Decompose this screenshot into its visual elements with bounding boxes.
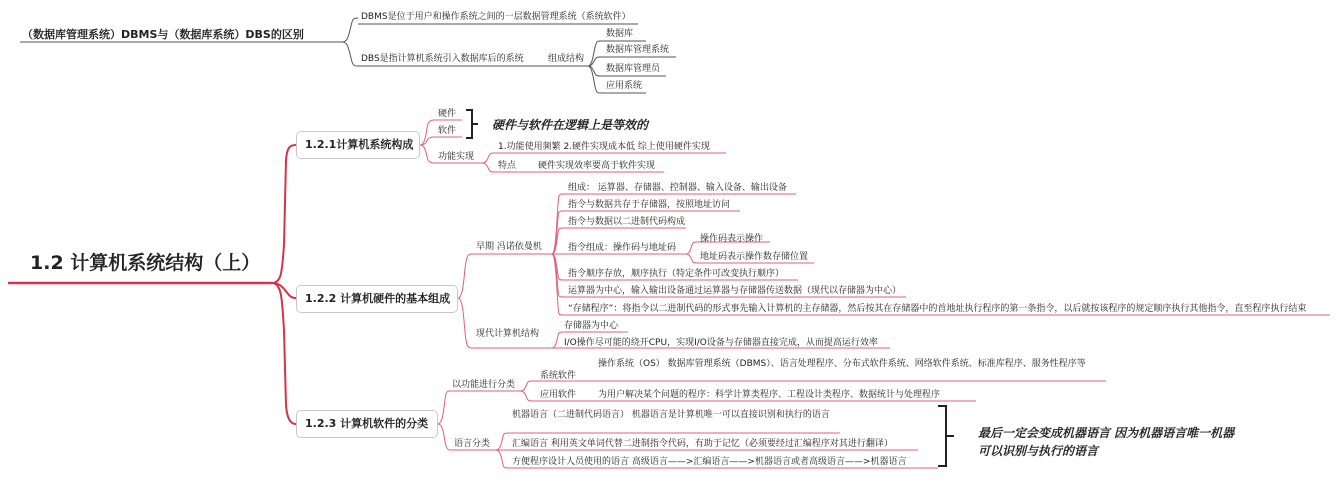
- feature-label: 特点: [498, 161, 517, 171]
- language-label: 语言分类: [454, 439, 491, 449]
- software-label: 软件: [438, 126, 457, 136]
- early-subitem: 操作码表示操作: [700, 234, 764, 244]
- equivalence-note: 硬件与软件在逻辑上是等效的: [492, 118, 649, 132]
- main-title: 1.2 计算机系统结构（上）: [30, 252, 261, 274]
- early-item: 指令与数据以二进制代码构成: [568, 217, 686, 227]
- bracket-hw-sw: [466, 110, 478, 138]
- early-item: 组成： 运算器、存储器、控制器、输入设备、输出设备: [568, 183, 787, 193]
- high-level-language: 方便程序设计人员使用的语言 高级语言——>汇编语言——>机器语言或者高级语言——>机器语言: [512, 457, 907, 467]
- system-software-detail: 操作系统（OS） 数据库管理系统（DBMS）、语言处理程序、分布式软件系统、网络软件系统、标准库程序、服务性程序等: [598, 359, 1086, 369]
- modern-item: 存储器为中心: [564, 321, 619, 331]
- system-software-label: 系统软件: [540, 371, 577, 381]
- application-software-detail: 为用户解决某个问题的程序：科学计算类程序、工程设计类程序、数据统计与处理程序: [598, 390, 941, 400]
- composition-item: 数据库管理员: [606, 64, 661, 74]
- composition-label: 组成结构: [548, 54, 585, 64]
- early-subitem: 地址码表示操作数存储位置: [700, 252, 809, 262]
- early-item: 指令与数据共存于存储器，按照地址访问: [568, 200, 731, 210]
- composition-item: 应用系统: [606, 81, 643, 91]
- early-item: 运算器为中心，输入输出设备通过运算器与存储器传送数据（现代以存储器为中心）: [568, 286, 902, 296]
- early-item: 指令组成：操作码与地址码: [568, 243, 677, 253]
- modern-item: I/O操作尽可能的绕开CPU，实现I/O设备与存储器直接完成，从而提高运行效率: [564, 338, 878, 348]
- application-software-label: 应用软件: [540, 390, 577, 400]
- function-label: 功能实现: [438, 152, 475, 162]
- early-item: 指令顺序存放，顺序执行（特定条件可改变执行顺序）: [568, 269, 785, 279]
- topic-software-classification: 1.2.3 计算机软件的分类: [296, 410, 438, 438]
- machine-language-note: 最后一定会变成机器语言 因为机器语言唯一机器可以识别与执行的语言: [978, 426, 1235, 458]
- composition-item: 数据库管理系统: [606, 45, 670, 55]
- composition-item: 数据库: [606, 29, 634, 39]
- assembly-language: 汇编语言 利用英文单词代替二进制指令代码，有助于记忆（必须要经过汇编程序对其进行翻译）: [512, 439, 893, 449]
- topic-system-composition: 1.2.1计算机系统构成: [296, 131, 420, 159]
- machine-language: 机器语言（二进制代码语言） 机器语言是计算机唯一可以直接识别和执行的语言: [512, 410, 830, 420]
- dbms-definition: DBMS是位于用户和操作系统之间的一层数据管理系统（系统软件）: [361, 12, 631, 22]
- topic-hardware-composition: 1.2.2 计算机硬件的基本组成: [296, 285, 458, 313]
- by-function-label: 以功能进行分类: [452, 380, 516, 390]
- function-detail: 1.功能使用频繁 2.硬件实现成本低 综上使用硬件实现: [498, 142, 710, 152]
- feature-detail: 硬件实现效率要高于软件实现: [538, 161, 656, 171]
- modern-label: 现代计算机结构: [476, 329, 540, 339]
- dbs-definition: DBS是指计算机系统引入数据库后的系统: [361, 54, 524, 64]
- early-item: “存储程序”：将指令以二进制代码的形式事先输入计算机的主存储器，然后按其在存储器中的首地址执行程序的第一条指令，以后就按该程序的规定顺序执行其他指令，直至程序执行结束: [568, 304, 1307, 314]
- bracket-language: [938, 406, 954, 466]
- top-root-label: （数据库管理系统）DBMS与（数据库系统）DBS的区别: [22, 28, 304, 41]
- early-label: 早期 冯诺依曼机: [476, 242, 542, 252]
- hardware-label: 硬件: [438, 109, 457, 119]
